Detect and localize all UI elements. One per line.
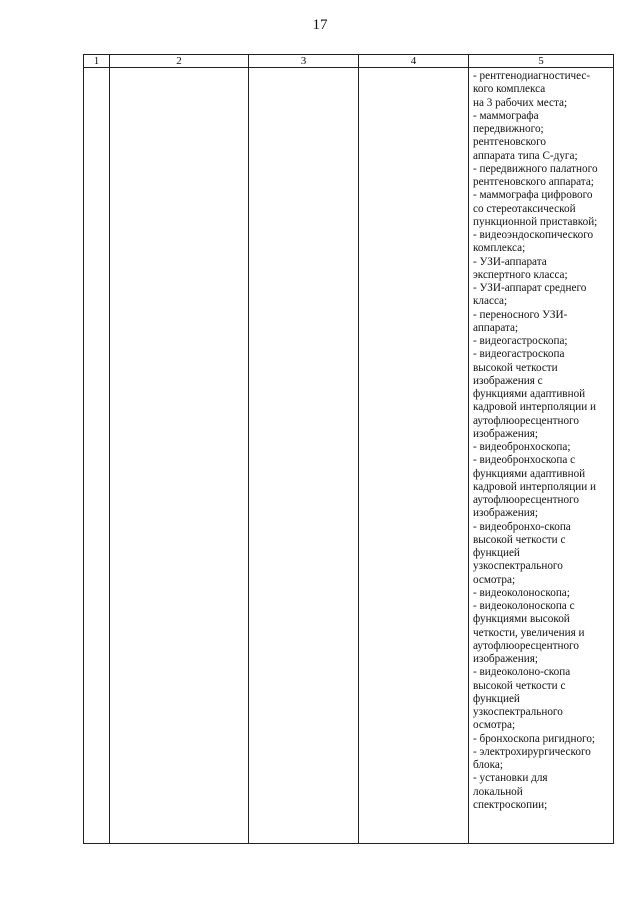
equipment-list-line: - видеобронхоскопа с bbox=[473, 454, 576, 467]
equipment-list-line: - видеоколоноскопа с bbox=[473, 600, 575, 612]
equipment-list-line: четкости, увеличения и bbox=[473, 626, 585, 639]
equipment-list-line: - видеоколоно-скопа bbox=[473, 666, 571, 679]
table-row bbox=[84, 68, 614, 844]
equipment-list-line: экспертного класса; bbox=[473, 268, 568, 281]
column-1-cell bbox=[84, 68, 110, 844]
column-2-cell bbox=[110, 68, 249, 844]
equipment-list-line: - УЗИ-аппарат среднего bbox=[473, 282, 587, 294]
equipment-list-line: - маммографа цифрового bbox=[473, 189, 593, 202]
equipment-list-line: изображения; bbox=[473, 653, 538, 665]
column-number-row bbox=[84, 55, 614, 68]
equipment-list-line: - видеобронхоскопа; bbox=[473, 441, 571, 453]
document-table bbox=[83, 54, 614, 844]
equipment-list-line: - передвижного палатного bbox=[473, 162, 598, 175]
equipment-list-line: - видеоколоноскопа; bbox=[473, 586, 570, 599]
column-3-cell bbox=[249, 68, 359, 844]
equipment-list-line: аутофлюоресцентного bbox=[473, 639, 579, 652]
equipment-list-line: узкоспектрального bbox=[473, 560, 563, 573]
equipment-list-line: - маммографа bbox=[473, 109, 539, 122]
equipment-list-line: функциями адаптивной bbox=[473, 388, 586, 400]
equipment-list-line: осмотра; bbox=[473, 719, 516, 732]
equipment-list-line: аппарата типа С-дуга; bbox=[473, 149, 578, 162]
equipment-list-line: узкоспектрального bbox=[473, 706, 563, 718]
column-4-header: 4 bbox=[359, 55, 469, 68]
equipment-list-line: кого комплекса bbox=[473, 83, 546, 96]
column-2-header: 2 bbox=[110, 55, 249, 68]
column-3-header: 3 bbox=[249, 55, 359, 68]
equipment-list-line: функциями адаптивной bbox=[473, 467, 586, 480]
column-1-header: 1 bbox=[84, 55, 110, 68]
equipment-list-line: высокой четкости с bbox=[473, 533, 566, 546]
equipment-list-line: кадровой интерполяции и bbox=[473, 401, 597, 414]
equipment-list-line: высокой четкости bbox=[473, 361, 558, 374]
column-4-cell bbox=[359, 68, 469, 844]
equipment-list-line: изображения с bbox=[473, 374, 543, 387]
equipment-list-line: функциями высокой bbox=[473, 613, 570, 626]
equipment-list-line: изображения; bbox=[473, 427, 538, 440]
equipment-list-line: функцией bbox=[473, 692, 520, 705]
equipment-list-line: - переносного УЗИ- bbox=[473, 308, 568, 321]
equipment-list-line: со стереотаксической bbox=[473, 202, 576, 215]
equipment-list-line: - электрохирургического bbox=[473, 745, 591, 758]
equipment-list-line: - видеобронхо-скопа bbox=[473, 520, 571, 533]
column-5-header: 5 bbox=[469, 55, 614, 68]
equipment-list-line: аутофлюоресцентного bbox=[473, 494, 579, 506]
equipment-list-line: аутофлюоресцентного bbox=[473, 414, 579, 427]
equipment-list-line: аппарата; bbox=[473, 321, 519, 334]
equipment-list-line: локальной bbox=[473, 785, 523, 798]
column-5-cell bbox=[469, 68, 614, 844]
equipment-list-line: - видеоэндоскопического bbox=[473, 229, 594, 241]
page-number: 17 bbox=[312, 17, 328, 33]
equipment-list-line: на 3 рабочих места; bbox=[473, 96, 568, 109]
equipment-list-line: - рентгенодиагностичес- bbox=[473, 70, 591, 82]
equipment-list-line: - видеогастроскопа bbox=[473, 348, 565, 361]
equipment-list-line: спектроскопии; bbox=[473, 798, 548, 811]
equipment-list-line: осмотра; bbox=[473, 573, 516, 586]
equipment-list-line: рентгеновского аппарата; bbox=[473, 176, 594, 188]
equipment-list-line: класса; bbox=[473, 295, 508, 308]
equipment-list-line: пункционной приставкой; bbox=[473, 215, 598, 228]
equipment-list-line: высокой четкости с bbox=[473, 679, 566, 692]
equipment-list-line: комплекса; bbox=[473, 242, 526, 255]
equipment-list-line: - УЗИ-аппарата bbox=[473, 255, 547, 268]
equipment-list bbox=[469, 68, 613, 812]
equipment-list-line: - видеогастроскопа; bbox=[473, 335, 568, 347]
equipment-list-line: - установки для bbox=[473, 772, 548, 785]
equipment-list-line: изображения; bbox=[473, 507, 538, 520]
equipment-list-line: функцией bbox=[473, 547, 520, 559]
equipment-list-line: - бронхоскопа ригидного; bbox=[473, 732, 596, 745]
equipment-list-line: кадровой интерполяции и bbox=[473, 480, 597, 493]
equipment-list-line: передвижного; bbox=[473, 123, 544, 135]
equipment-list-line: блока; bbox=[473, 759, 503, 771]
equipment-list-line: рентгеновского bbox=[473, 136, 546, 149]
